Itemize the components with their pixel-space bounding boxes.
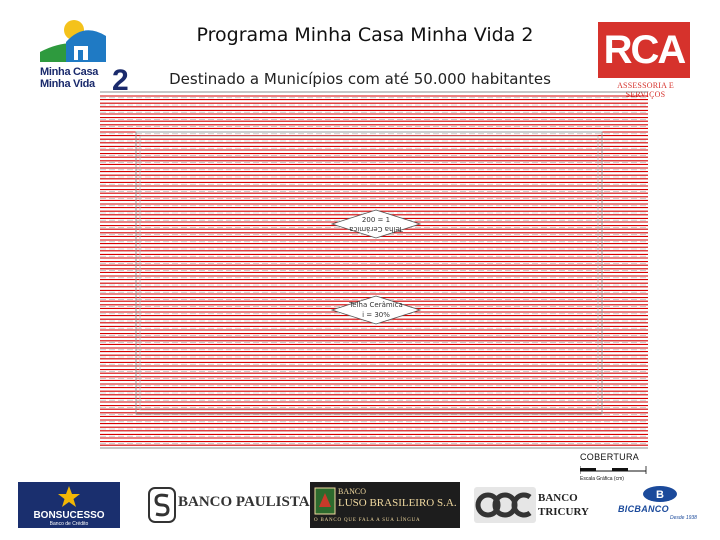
- cobertura-title: COBERTURA: [580, 452, 640, 462]
- rca-tagline: ASSESSORIA E SERVIÇOS: [617, 81, 674, 99]
- banco-paulista-name: BANCO PAULISTA: [178, 494, 310, 510]
- lower-label-1: Telha Cerâmica: [349, 301, 403, 309]
- mcmv-line2: Minha Vida: [40, 78, 95, 90]
- roof-outline: [136, 132, 602, 414]
- page-title: Programa Minha Casa Minha Vida 2: [196, 24, 534, 46]
- roof-plan-drawing: [100, 86, 648, 452]
- cobertura-scale-label: Escala Gráfica (cm): [580, 476, 624, 482]
- bicbanco-name: BICBANCO: [618, 504, 669, 514]
- paulista-s-icon: [148, 487, 176, 523]
- luso-brasileiro-logo: [310, 482, 460, 528]
- bicbanco-logo: [614, 482, 704, 528]
- bonsucesso-name: BONSUCESSO: [33, 510, 105, 521]
- banco-paulista-logo: [146, 482, 310, 528]
- bicbanco-since: Desde 1938: [670, 515, 697, 521]
- rca-logo: [598, 22, 693, 99]
- luso-emblem-icon: [314, 487, 336, 515]
- luso-name: LUSO BRASILEIRO S.A.: [338, 497, 457, 509]
- scale-bar-icon: [580, 463, 650, 477]
- svg-text:B: B: [656, 489, 664, 501]
- star-icon: [57, 485, 81, 509]
- lower-label-2: i = 30%: [362, 311, 390, 319]
- tricury-line1: BANCO: [538, 492, 578, 504]
- bonsucesso-logo: [18, 482, 120, 528]
- roof-hatching: [100, 96, 648, 445]
- bonsucesso-sub: Banco de Crédito: [49, 521, 89, 527]
- banco-tricury-logo: [472, 482, 588, 528]
- luso-slogan: O BANCO QUE FALA A SUA LÍNGUA: [314, 518, 421, 523]
- page-subtitle: Destinado a Municípios com até 50.000 habitantes: [169, 70, 551, 88]
- mcmv-number: 2: [112, 64, 129, 97]
- luso-small-label: BANCO: [338, 487, 367, 496]
- tricury-emblem-icon: [474, 487, 536, 523]
- tricury-line2: TRICURY: [538, 506, 589, 518]
- house-logo-icon: [36, 18, 136, 66]
- upper-label-2: Telha Cerâmica: [349, 225, 403, 233]
- rca-name: RCA: [598, 22, 690, 78]
- mcmv-line1: Minha Casa: [40, 66, 99, 78]
- bicbanco-emblem-icon: [640, 484, 680, 504]
- upper-label-1: 200 = 1: [361, 216, 391, 224]
